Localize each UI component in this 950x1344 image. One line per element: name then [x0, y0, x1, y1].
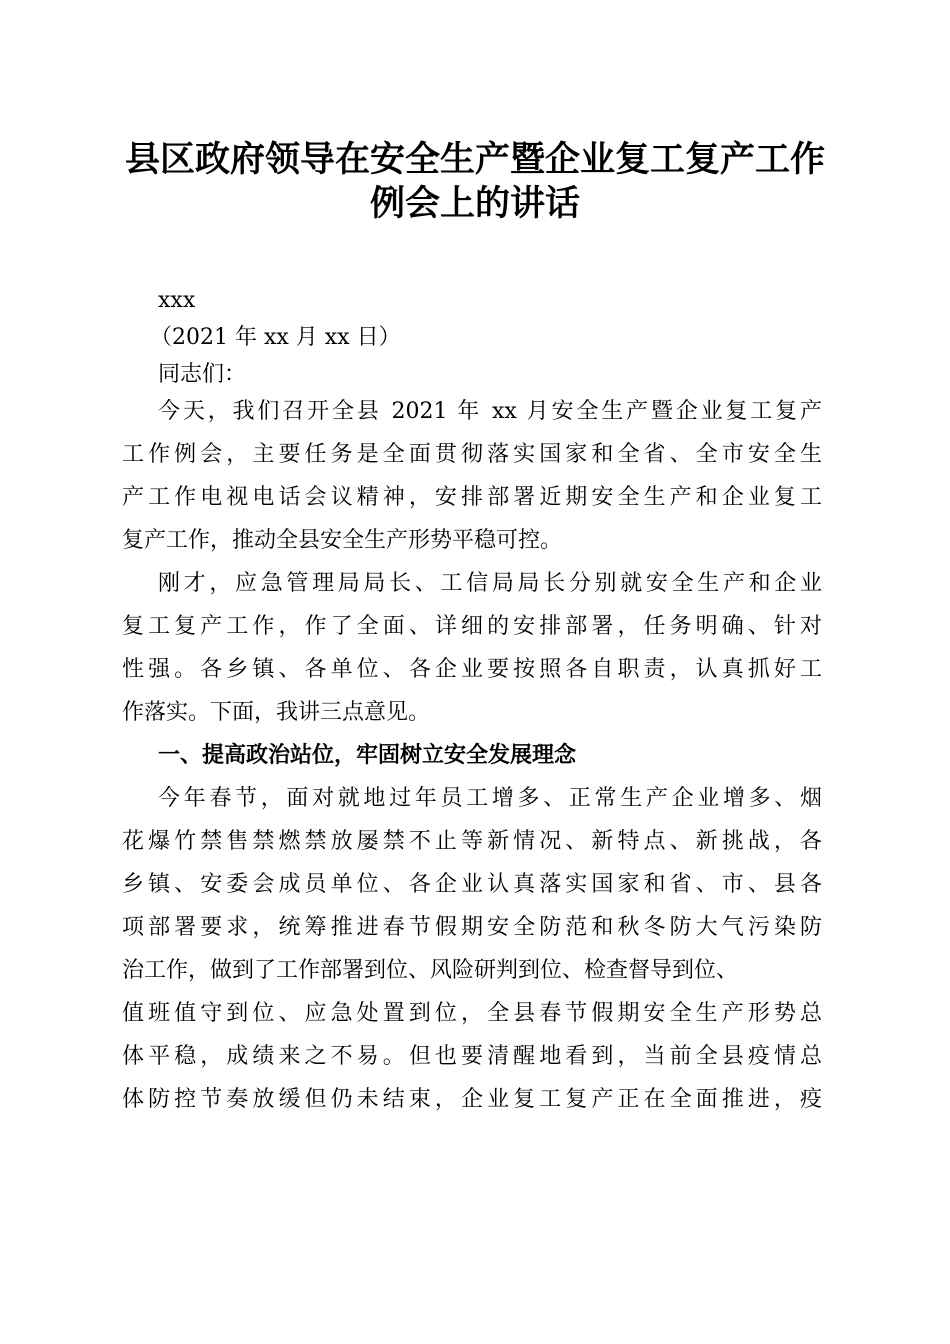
paragraph-line: 乡镇、安委会成员单位、各企业认真落实国家和省、市、县各	[122, 872, 822, 897]
paragraph-line: 花爆竹禁售禁燃禁放屡禁不止等新情况、新特点、新挑战，各	[122, 829, 822, 854]
document-body	[122, 282, 822, 1118]
document-title-line-2: 例会上的讲话	[369, 183, 580, 224]
salutation: 同志们：	[158, 362, 247, 387]
paragraph-line: 值班值守到位、应急处置到位，全县春节假期安全生产形势总	[122, 1001, 822, 1026]
paragraph-line: 复工复产工作，作了全面、详细的安排部署，任务明确、针对	[122, 614, 822, 639]
paragraph-3	[122, 780, 822, 1118]
paragraph-2	[122, 565, 822, 731]
paragraph-line: 今年春节，面对就地过年员工增多、正常生产企业增多、烟	[158, 786, 822, 811]
paragraph-line: 项部署要求，统筹推进春节假期安全防范和秋冬防大气污染防	[122, 915, 822, 940]
paragraph-line: 复产工作，推动全县安全生产形势平稳可控。	[122, 528, 563, 553]
document-title-line-1: 县区政府领导在安全生产暨企业复工复产工作	[124, 139, 825, 180]
paragraph-line: 作落实。下面，我讲三点意见。	[122, 700, 431, 725]
paragraph-line: 体平稳，成绩来之不易。但也要清醒地看到，当前全县疫情总	[122, 1044, 822, 1069]
paragraph-line: 产工作电视电话会议精神，安排部署近期安全生产和企业复工	[122, 485, 822, 510]
section-1-heading: 一、提高政治站位，牢固树立安全发展理念	[158, 743, 577, 768]
paragraph-1	[122, 393, 822, 559]
paragraph-line: 工作例会，主要任务是全面贯彻落实国家和全省、全市安全生	[122, 442, 822, 467]
date-line: （2021 年 xx 月 xx 日）	[150, 325, 401, 350]
paragraph-line: 性强。各乡镇、各单位、各企业要按照各自职责，认真抓好工	[122, 657, 822, 682]
paragraph-line: 今天，我们召开全县 2021 年 xx 月安全生产暨企业复工复产	[158, 399, 822, 424]
paragraph-line: 治工作，做到了工作部署到位、风险研判到位、检查督导到位、	[122, 958, 739, 983]
paragraph-line: 刚才，应急管理局局长、工信局局长分别就安全生产和企业	[158, 571, 822, 596]
author-line: xxx	[158, 288, 196, 313]
paragraph-line: 体防控节奏放缓但仍未结束，企业复工复产正在全面推进，疫	[122, 1087, 822, 1112]
